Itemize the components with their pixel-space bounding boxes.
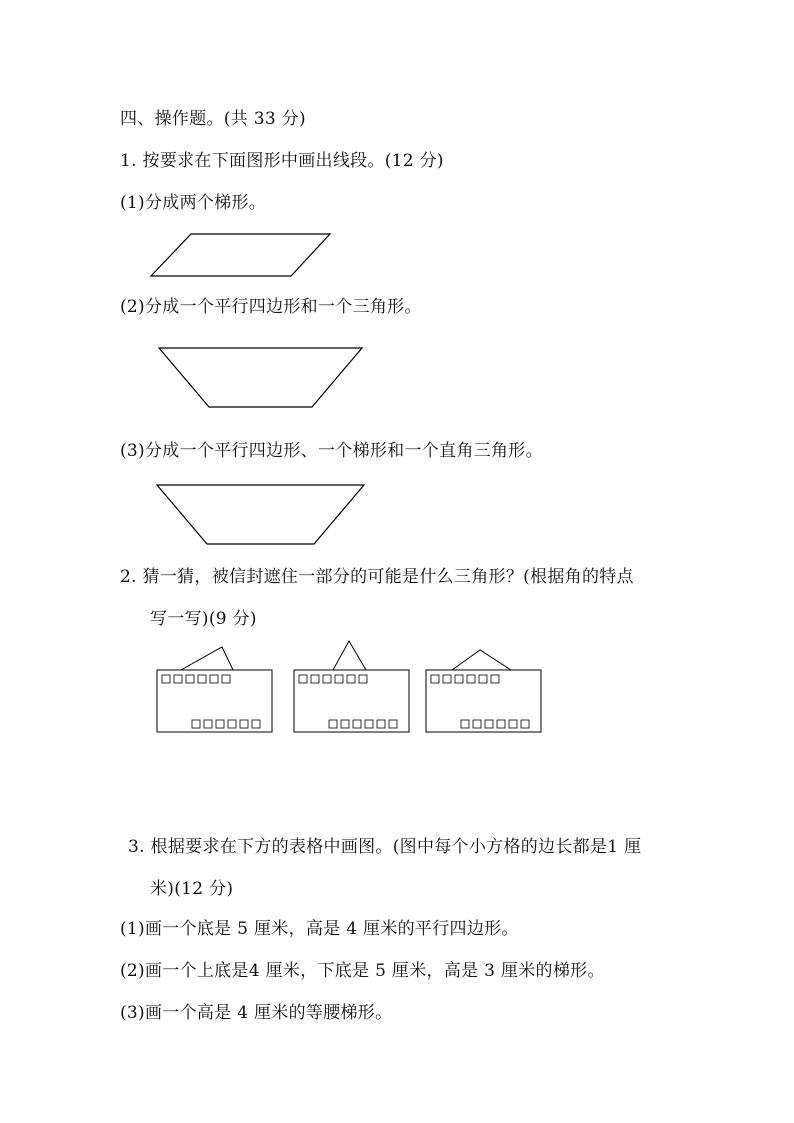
q1-part1-label: (1)分成两个梯形。: [120, 193, 267, 213]
q3-part1-label: (1)画一个底是 5 厘米，高是 4 厘米的平行四边形。: [120, 919, 519, 939]
envelope-3[interactable]: [426, 650, 541, 732]
q3-title-line1: 3. 根据要求在下方的表格中画图。(图中每个小方格的边长都是1 厘: [128, 837, 642, 857]
q3-part2-label: (2)画一个上底是4 厘米，下底是 5 厘米，高是 3 厘米的梯形。: [120, 961, 605, 981]
q2-title-line2: 写一写)(9 分): [150, 609, 257, 629]
triangle-peek-1: [181, 647, 233, 670]
q1-title: 1. 按要求在下面图形中画出线段。(12 分): [120, 151, 444, 171]
triangle-peek-2: [333, 641, 366, 670]
q3-title-line2: 米)(12 分): [150, 879, 234, 899]
triangle-peek-3: [452, 650, 511, 670]
q3-part3-label: (3)画一个高是 4 厘米的等腰梯形。: [120, 1003, 393, 1023]
q1-part2-label: (2)分成一个平行四边形和一个三角形。: [120, 297, 422, 317]
envelope-1[interactable]: [157, 647, 272, 732]
section-title: 四、操作题。(共 33 分): [120, 109, 306, 129]
q1-part3-label: (3)分成一个平行四边形、一个梯形和一个直角三角形。: [120, 441, 543, 461]
envelope-2[interactable]: [294, 641, 409, 732]
q2-title-line1: 2. 猜一猜，被信封遮住一部分的可能是什么三角形？(根据角的特点: [120, 567, 634, 587]
